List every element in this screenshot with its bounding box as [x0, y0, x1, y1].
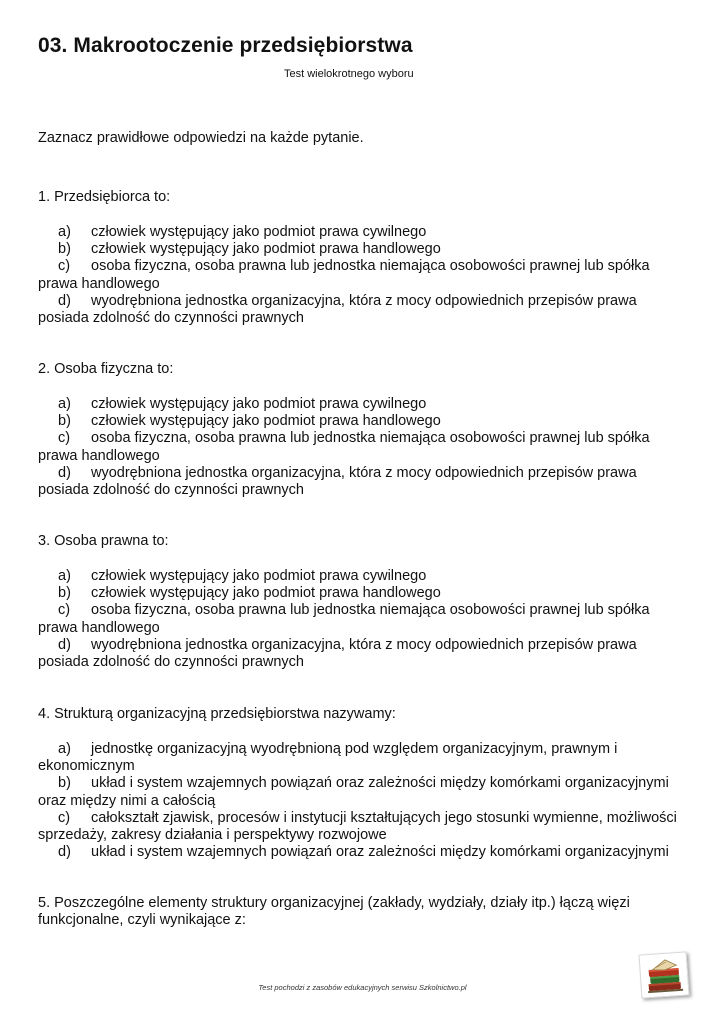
option-text: wyodrębniona jednostka organizacyjna, która z mocy odpowiednich przepisów prawa posiada zdolność do czynności prawnych: [38, 464, 637, 499]
option-c[interactable]: [38, 602, 688, 636]
question-1: [38, 189, 688, 327]
option-text: osoba fizyczna, osoba prawna lub jednostka niemająca osobowości prawnej lub spółka prawa handlowego: [38, 602, 650, 636]
option-letter: d): [58, 464, 71, 481]
option-letter: b): [58, 241, 71, 258]
option-letter: a): [58, 396, 71, 412]
option-letter: c): [58, 809, 71, 826]
option-letter: d): [58, 636, 71, 653]
question-2: [38, 361, 688, 499]
option-text: człowiek występujący jako podmiot prawa cywilnego: [91, 568, 427, 584]
option-list: [38, 741, 688, 861]
books-logo-icon: [639, 951, 690, 998]
option-text: człowiek występujący jako podmiot prawa handlowego: [91, 585, 441, 602]
question-text: 4. Strukturą organizacyjną przedsiębiorstwa nazywamy:: [38, 706, 396, 722]
option-d[interactable]: [38, 293, 688, 327]
option-letter: c): [58, 602, 71, 619]
option-letter: b): [58, 585, 71, 602]
option-letter: c): [58, 258, 71, 275]
option-d[interactable]: [38, 844, 688, 861]
option-b[interactable]: [38, 775, 688, 809]
option-b[interactable]: [38, 413, 688, 430]
question-text: 3. Osoba prawna to:: [38, 533, 169, 549]
option-letter: d): [58, 292, 71, 309]
option-a[interactable]: [38, 396, 688, 413]
option-b[interactable]: [38, 585, 688, 602]
page-subtitle: Test wielokrotnego wyboru: [284, 68, 414, 80]
books-icon: [640, 952, 689, 997]
option-c[interactable]: [38, 430, 688, 464]
question-text: 2. Osoba fizyczna to:: [38, 361, 174, 377]
option-letter: b): [58, 413, 71, 430]
option-c[interactable]: [38, 810, 688, 844]
option-letter: c): [58, 430, 71, 447]
option-text: jednostkę organizacyjną wyodrębnioną pod względem organizacyjnym, prawnym i ekonomicznym: [38, 741, 618, 775]
option-text: osoba fizyczna, osoba prawna lub jednostka niemająca osobowości prawnej lub spółka prawa handlowego: [38, 258, 650, 292]
option-c[interactable]: [38, 258, 688, 292]
option-letter: d): [58, 844, 71, 861]
option-text: osoba fizyczna, osoba prawna lub jednostka niemająca osobowości prawnej lub spółka prawa handlowego: [38, 430, 650, 464]
option-list: [38, 224, 688, 327]
option-letter: b): [58, 775, 71, 792]
option-text: wyodrębniona jednostka organizacyjna, która z mocy odpowiednich przepisów prawa posiada zdolność do czynności prawnych: [38, 636, 637, 671]
instruction-text: Zaznacz prawidłowe odpowiedzi na każde pytanie.: [38, 130, 364, 146]
question-text: 5. Poszczególne elementy struktury organizacyjnej (zakłady, wydziały, działy itp.) łączą więzi funkcjonalne, czyli wynikające z:: [38, 895, 630, 928]
footer-source-note: Test pochodzi z zasobów edukacyjnych serwisu Szkolnictwo.pl: [258, 983, 467, 992]
page-title: 03. Makrootoczenie przedsiębiorstwa: [38, 34, 413, 57]
option-text: człowiek występujący jako podmiot prawa handlowego: [91, 241, 441, 258]
option-a[interactable]: [38, 224, 688, 241]
option-text: człowiek występujący jako podmiot prawa cywilnego: [91, 224, 427, 240]
option-text: wyodrębniona jednostka organizacyjna, która z mocy odpowiednich przepisów prawa posiada zdolność do czynności prawnych: [38, 292, 637, 327]
option-a[interactable]: [38, 568, 688, 585]
option-text: człowiek występujący jako podmiot prawa handlowego: [91, 413, 441, 430]
option-a[interactable]: [38, 741, 688, 775]
option-list: [38, 396, 688, 499]
option-list: [38, 568, 688, 671]
option-letter: a): [58, 224, 71, 240]
option-letter: a): [58, 741, 71, 757]
option-d[interactable]: [38, 465, 688, 499]
question-text: 1. Przedsiębiorca to:: [38, 189, 171, 205]
option-b[interactable]: [38, 241, 688, 258]
option-text: całokształt zjawisk, procesów i instytucji kształtujących jego stosunki wymienne, możliwości sprzedaży, zakresy działania i perspektywy rozwojowe: [38, 809, 677, 844]
option-d[interactable]: [38, 637, 688, 671]
option-text: układ i system wzajemnych powiązań oraz zależności między komórkami organizacyjnymi oraz między nimi a całością: [38, 775, 669, 809]
option-text: człowiek występujący jako podmiot prawa cywilnego: [91, 396, 427, 412]
question-3: [38, 533, 688, 671]
question-5: [38, 895, 688, 929]
option-letter: a): [58, 568, 71, 584]
option-text: układ i system wzajemnych powiązań oraz zależności między komórkami organizacyjnymi: [91, 844, 669, 861]
question-4: [38, 706, 688, 861]
